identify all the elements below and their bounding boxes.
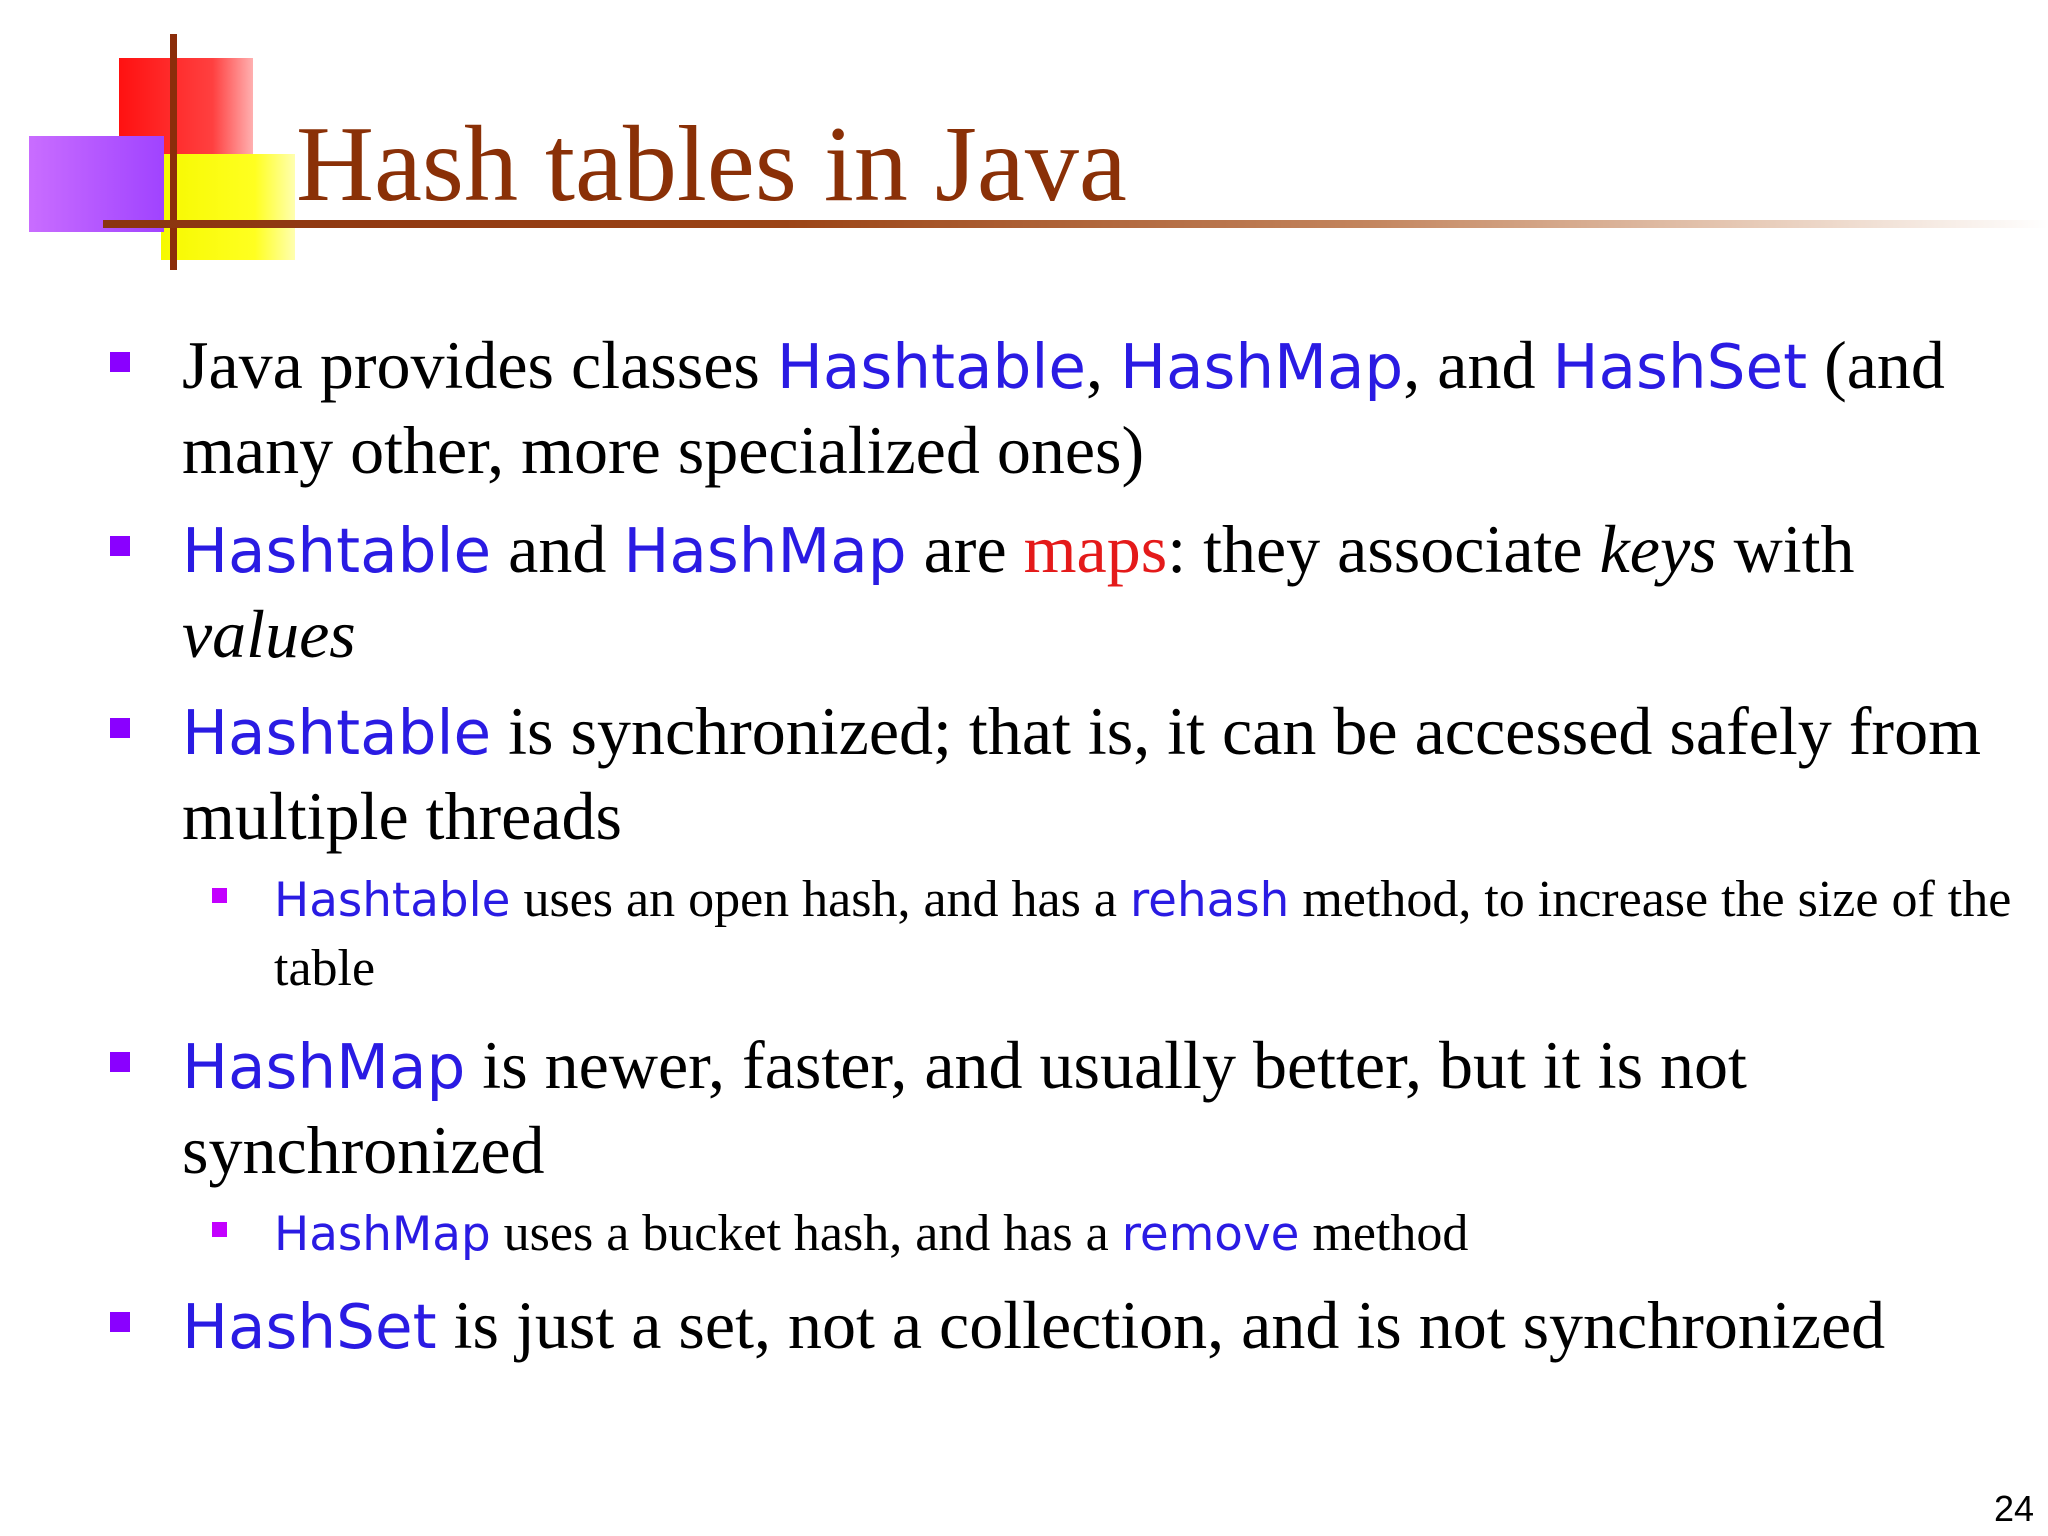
decor-purple-square — [29, 136, 164, 232]
bullet-hashtable-synchronized: Hashtable is synchronized; that is, it can be accessed safely from multiple threads — [182, 690, 2012, 857]
decor-yellow-square — [161, 154, 295, 260]
term-hashmap: HashMap — [182, 1032, 466, 1103]
term-keys: keys — [1599, 511, 1717, 587]
term-hashtable: Hashtable — [182, 698, 492, 769]
term-hashtable: Hashtable — [274, 874, 511, 928]
term-hashset: HashSet — [182, 1292, 437, 1363]
term-remove: remove — [1121, 1208, 1300, 1262]
term-maps: maps — [1023, 511, 1168, 587]
term-hashset: HashSet — [1552, 332, 1808, 403]
bullet-square-icon — [110, 1312, 130, 1332]
bullet-square-icon — [110, 352, 130, 372]
bullet-square-icon — [212, 888, 227, 903]
subbullet-hashtable-open-hash: Hashtable uses an open hash, and has a rehash method, to increase the size of the table — [274, 866, 2014, 1003]
bullet-java-classes: Java provides classes Hashtable, HashMap, and HashSet (and many other, more specialized ones) — [182, 324, 2012, 491]
page-number: 24 — [1993, 1488, 2034, 1529]
term-values: values — [182, 596, 356, 672]
bullet-square-icon — [110, 1052, 130, 1072]
bullet-square-icon — [110, 536, 130, 556]
bullet-maps: Hashtable and HashMap are maps: they associate keys with values — [182, 508, 2012, 675]
term-hashtable: Hashtable — [776, 332, 1086, 403]
bullet-hashset: HashSet is just a set, not a collection, and is not synchronized — [182, 1284, 2012, 1369]
term-hashmap: HashMap — [1119, 332, 1404, 403]
subbullet-hashmap-bucket-hash: HashMap uses a bucket hash, and has a remove method — [274, 1200, 2014, 1269]
term-hashmap: HashMap — [274, 1208, 491, 1262]
decor-vertical-line — [170, 34, 177, 270]
bullet-hashmap-newer: HashMap is newer, faster, and usually better, but it is not synchronized — [182, 1024, 2012, 1191]
term-rehash: rehash — [1129, 874, 1290, 928]
bullet-square-icon — [110, 718, 130, 738]
slide-title: Hash tables in Java — [296, 105, 1127, 224]
bullet-square-icon — [212, 1222, 227, 1237]
term-hashmap: HashMap — [623, 516, 907, 587]
term-hashtable: Hashtable — [182, 516, 492, 587]
